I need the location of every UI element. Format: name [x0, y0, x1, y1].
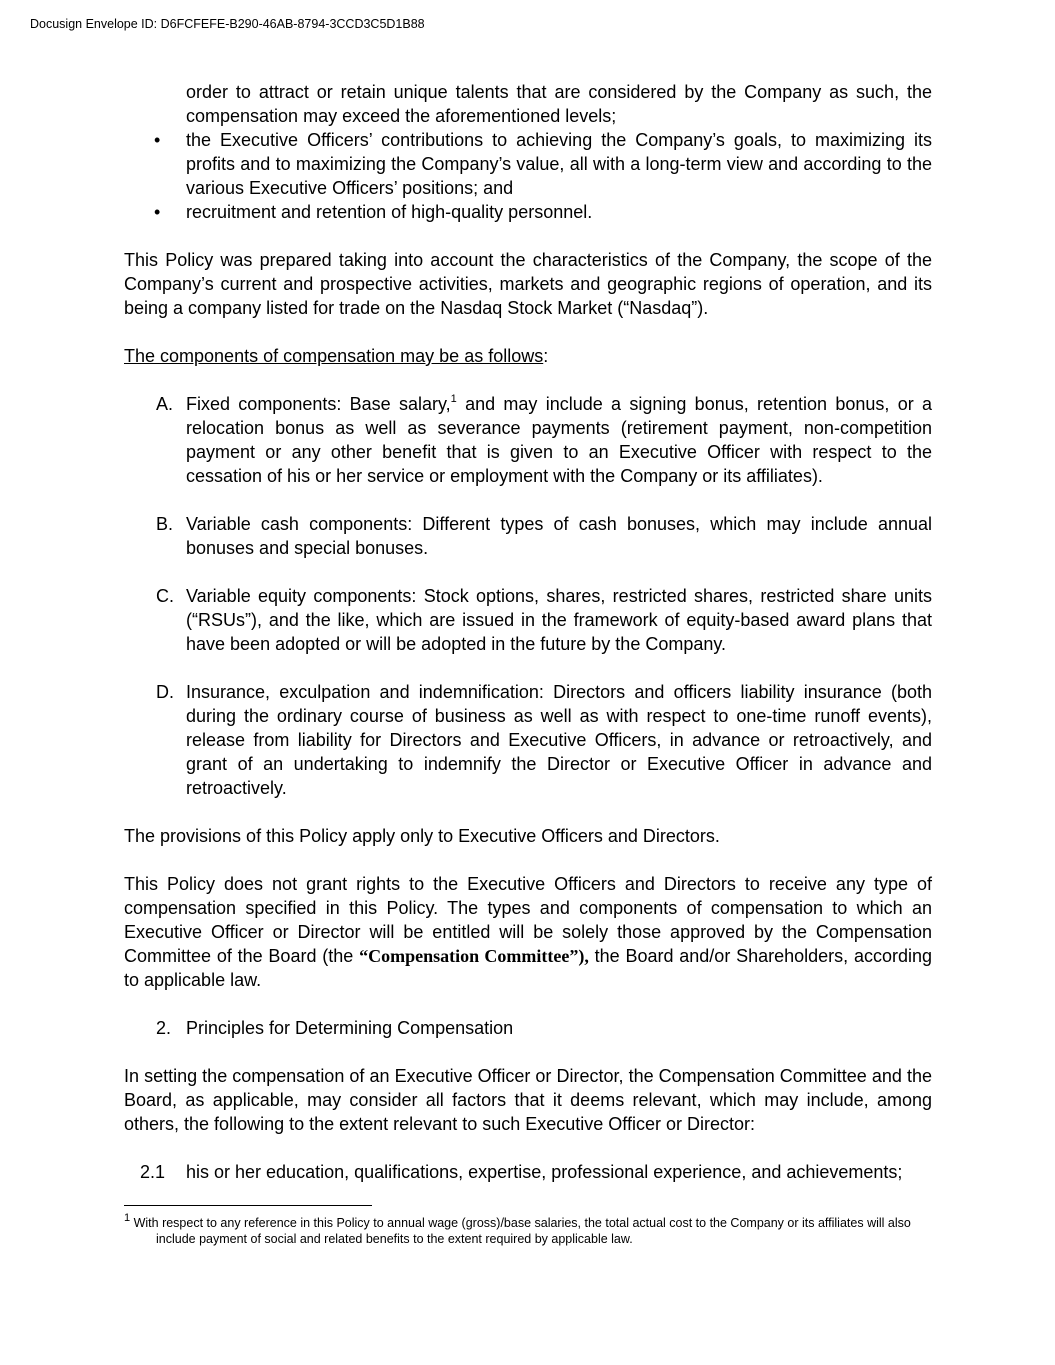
- item-text: Variable cash components: Different types of cash bonuses, which may include annual bonuses and special bonuses.: [186, 514, 932, 558]
- item-text: Insurance, exculpation and indemnification: Directors and officers liability insurance (both during the ordinary course of business as well as with respect to one-time runoff events), release from liability for Directors and Executive Officers, in advance or retroactively, and grant of an undertaking to indemnify the Director or Executive Officer in advance and retroactively.: [186, 682, 932, 798]
- components-heading-text: The components of compensation may be as follows: [124, 346, 544, 366]
- bullet-icon: •: [154, 202, 161, 222]
- policy-paragraph: This Policy was prepared taking into account the characteristics of the Company, the scope of the Company’s current and prospective activities, markets and geographic regions of operation, and its being a company listed for trade on the Nasdaq Stock Market (“Nasdaq”).: [124, 250, 932, 318]
- item-letter: D.: [156, 682, 174, 702]
- list-item: [124, 200, 932, 224]
- page-body: [124, 80, 932, 1184]
- item-text: Fixed components: Base salary,: [186, 394, 451, 414]
- components-heading-colon: :: [543, 346, 549, 366]
- section-intro: In setting the compensation of an Executive Officer or Director, the Compensation Committee and the Board, as applicable, may consider all factors that it deems relevant, which may include, among others, the following to the extent relevant to such Executive Officer or Director:: [124, 1066, 932, 1134]
- sub-item: [124, 1160, 932, 1184]
- defined-term: “Compensation Committee”),: [359, 946, 589, 966]
- section-heading: [124, 1016, 932, 1040]
- item-text: Variable equity components: Stock options, shares, restricted shares, restricted share units (“RSUs”), and the like, which are issued in the framework of equity-based award plans that have been adopted or will be adopted in the future by the Company.: [186, 586, 932, 654]
- footnote-line-2: include payment of social and related benefits to the extent required by applicable law.: [156, 1232, 633, 1246]
- footnote-marker: 1: [124, 1211, 131, 1224]
- sub-item-text: his or her education, qualifications, expertise, professional experience, and achievements;: [186, 1162, 903, 1182]
- component-item-b: [124, 512, 932, 560]
- list-item: [124, 128, 932, 200]
- provisions-paragraph: The provisions of this Policy apply only to Executive Officers and Directors.: [124, 826, 720, 846]
- component-item-d: [124, 680, 932, 800]
- sub-item-number: 2.1: [140, 1162, 166, 1182]
- section-number: 2.: [156, 1018, 172, 1038]
- item-letter: C.: [156, 586, 174, 606]
- footnote-divider: [124, 1205, 372, 1206]
- rights-paragraph: [124, 872, 932, 992]
- footnote-ref: 1: [450, 393, 457, 405]
- envelope-id: Docusign Envelope ID: D6FCFEFE-B290-46AB-8794-3CCD3C5D1B88: [30, 17, 425, 31]
- item-letter: B.: [156, 514, 174, 534]
- rights-text: This Policy does not grant rights to the Executive Officers and Directors to receive any type of compensation specified in this Policy. The types and components of compensation to which an Executive Officer or Director will be entitled will be solely those approved by the Compensation Committee of the Board (the: [124, 874, 932, 966]
- bullet-icon: •: [154, 130, 161, 150]
- item-text-cont: and may include a signing bonus, retention bonus, or a relocation bonus as well as severance payments (retirement payment, non-competition payment or any other benefit that is given to an Executive Officer with respect to the cessation of his or her service or employment with the Company or its affiliates).: [186, 394, 932, 486]
- footnote-line: [124, 1211, 932, 1231]
- bullet-text: recruitment and retention of high-quality personnel.: [186, 202, 593, 222]
- item-letter: A.: [156, 394, 174, 414]
- bullet-continuation: order to attract or retain unique talents that are considered by the Company as such, the compensation may exceed the aforementioned levels;: [186, 82, 932, 126]
- bullet-text: the Executive Officers’ contributions to achieving the Company’s goals, to maximizing its profits and to maximizing the Company’s value, all with a long-term view and according to the various Executive Officers’ positions; and: [186, 130, 932, 198]
- component-item-a: [124, 392, 932, 488]
- component-item-c: [124, 584, 932, 656]
- components-heading: [124, 344, 932, 368]
- bullet-list: [124, 128, 932, 224]
- footnote-text: With respect to any reference in this Policy to annual wage (gross)/base salaries, the total actual cost to the Company or its affiliates will also: [130, 1216, 911, 1230]
- section-title: Principles for Determining Compensation: [186, 1018, 514, 1038]
- footnote: [124, 1211, 932, 1247]
- rights-text-cont: the Board and/or Shareholders, according to applicable law.: [124, 946, 933, 990]
